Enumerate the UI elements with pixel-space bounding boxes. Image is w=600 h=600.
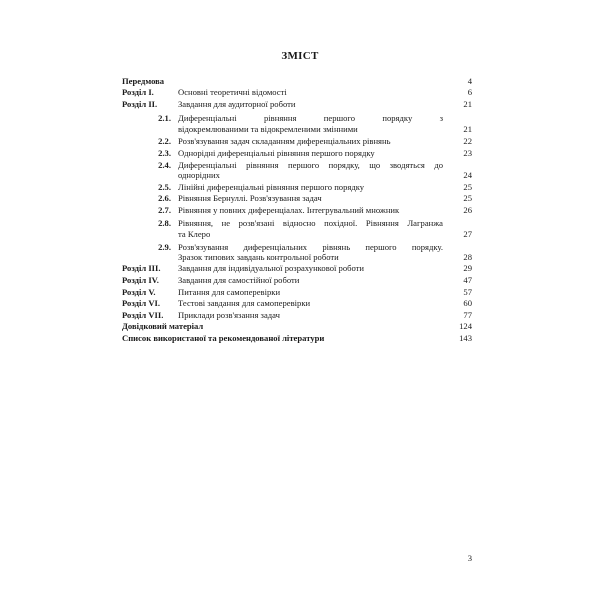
page-title: ЗМІСТ [281, 50, 319, 62]
toc-entry-section-label: Розділ II. [122, 99, 158, 109]
toc-entry-title: Рівняння, не розв'язані відносно похідної. Рівняння Лагранжа [178, 218, 443, 228]
toc-entry-number: 2.5. [158, 182, 171, 192]
toc-entry-title: Зразок типових завдань контрольної роботи [178, 252, 339, 262]
toc-entry-page: 6 [467, 87, 472, 97]
toc-entry-page: 124 [459, 321, 472, 331]
toc-entry-title: Основні теоретичні відомості [178, 87, 287, 97]
toc-entry-section-label: Розділ VI. [122, 298, 161, 308]
toc-entry-page: 27 [463, 229, 472, 239]
toc-entry-title: Тестові завдання для самоперевірки [178, 298, 311, 308]
toc-entry-page: 47 [463, 275, 472, 285]
toc-entry-number: 2.2. [158, 136, 171, 146]
toc-entry-number: 2.7. [158, 205, 171, 215]
toc-entry-section-label: Розділ I. [122, 87, 154, 97]
toc-entry-section-label: Розділ VII. [122, 310, 164, 320]
toc-entry-title: Розв'язування задач складанням диференціальних рівнянь [178, 136, 391, 146]
toc-entry-page: 26 [463, 205, 472, 215]
toc-entry-page: 29 [463, 263, 472, 273]
toc-entry-page: 77 [463, 310, 472, 320]
toc-entry-title: Питання для самоперевірки [178, 287, 281, 297]
toc-entry-title: Рівняння у повних диференціалах. Інтегрувальний множник [178, 205, 400, 215]
toc-entry-page: 24 [463, 170, 472, 180]
toc-entry-title: Завдання для аудиторної роботи [178, 99, 296, 109]
toc-entry-title: однорідних [178, 170, 220, 180]
toc-entry-page: 25 [463, 182, 472, 192]
toc-entry-title: відокремлюваними та відокремленими змінними [178, 124, 358, 134]
toc-entry-page: 60 [463, 298, 472, 308]
toc-entry-page: 25 [463, 193, 472, 203]
toc-entry-number: 2.6. [158, 193, 171, 203]
toc-entry-page: 28 [463, 252, 472, 262]
toc-entry-section-label: Передмова [122, 76, 165, 86]
toc-entry-title: Приклади розв'язання задач [178, 310, 280, 320]
toc-entry-number: 2.8. [158, 218, 171, 228]
toc-entry-title: Завдання для індивідуальної розрахункової роботи [178, 263, 365, 273]
toc-entry-page: 143 [459, 333, 472, 343]
toc-entry-number: 2.1. [158, 113, 171, 123]
toc-entry-number: 2.9. [158, 242, 171, 252]
toc-entry-section-label: Розділ IV. [122, 275, 159, 285]
page-number: 3 [467, 553, 472, 563]
toc-entry-title: Диференціальні рівняння першого порядку з [178, 113, 443, 123]
toc-entry-title: Однорідні диференціальні рівняння першого порядку [178, 148, 375, 158]
toc-entry-page: 4 [467, 76, 472, 86]
toc-entry-page: 57 [463, 287, 472, 297]
toc-entry-page: 21 [463, 99, 472, 109]
toc-entry-title: Рівняння Бернуллі. Розв'язування задач [178, 193, 322, 203]
toc-entry-title: Розв'язування диференціальних рівнянь першого порядку. [178, 242, 443, 252]
toc-entry-title: та Клеро [178, 229, 211, 239]
toc-entry-page: 21 [463, 124, 472, 134]
toc-entry-section-label: Розділ III. [122, 263, 161, 273]
toc-entry-number: 2.3. [158, 148, 171, 158]
toc-entry-section-label: Довідковий матеріал [122, 321, 204, 331]
toc-entry-title: Лінійні диференціальні рівняння першого порядку [178, 182, 365, 192]
toc-entry-title: Завдання для самостійної роботи [178, 275, 300, 285]
toc-entry-section-label: Список використаної та рекомендованої літератури [122, 333, 325, 343]
toc-entry-page: 22 [463, 136, 472, 146]
toc-entry-number: 2.4. [158, 160, 171, 170]
toc-entry-page: 23 [463, 148, 472, 158]
toc-entry-title: Диференціальні рівняння першого порядку, що зводяться до [178, 160, 443, 170]
toc-entry-section-label: Розділ V. [122, 287, 156, 297]
